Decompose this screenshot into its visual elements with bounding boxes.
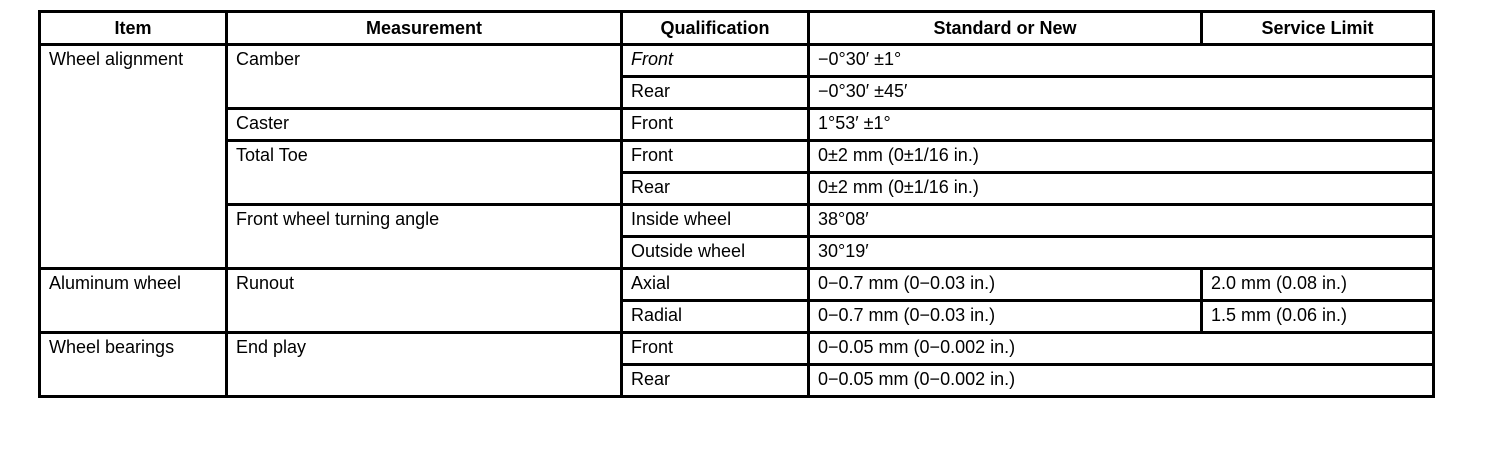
qualification-cell: Rear — [622, 77, 809, 109]
qualification-cell: Inside wheel — [622, 205, 809, 237]
standard-cell: −0°30′ ±45′ — [809, 77, 1434, 109]
table-row — [40, 109, 1434, 141]
qualification-cell: Rear — [622, 173, 809, 205]
qualification-cell: Rear — [622, 365, 809, 397]
item-cell: Wheel alignment — [40, 45, 227, 269]
header-standard: Standard or New — [809, 12, 1202, 45]
standard-cell: 30°19′ — [809, 237, 1434, 269]
standard-cell: 0−0.05 mm (0−0.002 in.) — [809, 365, 1434, 397]
table-row — [40, 269, 1434, 301]
standard-cell: 38°08′ — [809, 205, 1434, 237]
service-limit-cell: 2.0 mm (0.08 in.) — [1202, 269, 1434, 301]
qualification-cell: Front — [622, 45, 809, 77]
measurement-cell: End play — [227, 333, 622, 397]
standard-cell: 0−0.05 mm (0−0.002 in.) — [809, 333, 1434, 365]
table-row — [40, 333, 1434, 365]
measurement-cell: Camber — [227, 45, 622, 109]
specification-table — [38, 10, 1435, 398]
qualification-cell: Axial — [622, 269, 809, 301]
header-qualification: Qualification — [622, 12, 809, 45]
standard-cell: 0−0.7 mm (0−0.03 in.) — [809, 301, 1202, 333]
standard-cell: 1°53′ ±1° — [809, 109, 1434, 141]
standard-cell: 0±2 mm (0±1/16 in.) — [809, 173, 1434, 205]
qualification-cell: Front — [622, 141, 809, 173]
standard-cell: 0±2 mm (0±1/16 in.) — [809, 141, 1434, 173]
measurement-cell: Runout — [227, 269, 622, 333]
qualification-cell: Front — [622, 333, 809, 365]
table-row — [40, 45, 1434, 77]
header-service-limit: Service Limit — [1202, 12, 1434, 45]
standard-cell: 0−0.7 mm (0−0.03 in.) — [809, 269, 1202, 301]
qualification-cell: Radial — [622, 301, 809, 333]
table-row — [40, 141, 1434, 173]
item-cell: Wheel bearings — [40, 333, 227, 397]
measurement-cell: Total Toe — [227, 141, 622, 205]
qualification-cell: Outside wheel — [622, 237, 809, 269]
service-limit-cell: 1.5 mm (0.06 in.) — [1202, 301, 1434, 333]
header-item: Item — [40, 12, 227, 45]
table-header-row — [40, 12, 1434, 45]
table-row — [40, 205, 1434, 237]
standard-cell: −0°30′ ±1° — [809, 45, 1434, 77]
measurement-cell: Caster — [227, 109, 622, 141]
item-cell: Aluminum wheel — [40, 269, 227, 333]
measurement-cell: Front wheel turning angle — [227, 205, 622, 269]
header-measurement: Measurement — [227, 12, 622, 45]
qualification-cell: Front — [622, 109, 809, 141]
